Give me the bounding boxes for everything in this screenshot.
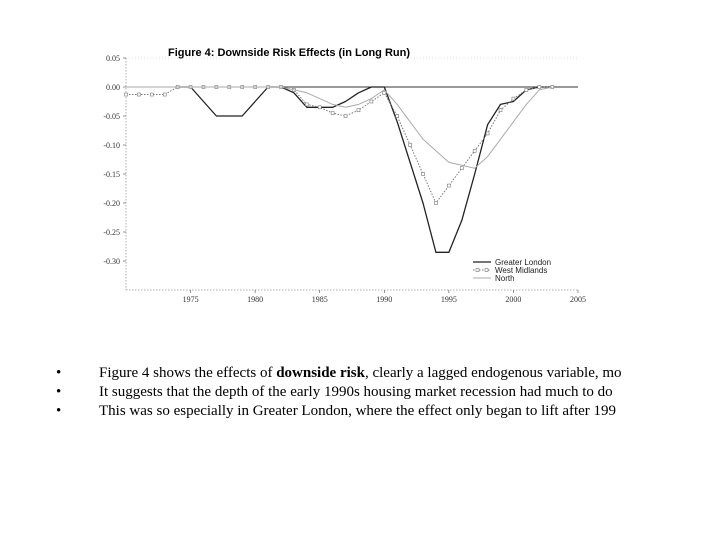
legend-label: Greater London	[495, 258, 552, 267]
series-marker	[163, 93, 166, 96]
series-marker	[125, 93, 128, 96]
series-marker	[499, 109, 502, 112]
x-tick-label: 2000	[505, 295, 522, 304]
series-marker	[473, 149, 476, 152]
bullet-dot: •	[56, 384, 62, 400]
series-line-0	[178, 87, 553, 252]
chart-title: Figure 4: Downside Risk Effects (in Long Run)	[167, 47, 411, 59]
y-tick-label: -0.05	[103, 112, 120, 121]
series-line-2	[126, 87, 552, 168]
series-marker	[396, 115, 399, 118]
chart-series	[125, 86, 554, 253]
y-tick-label: -0.20	[103, 199, 120, 208]
series-marker	[422, 173, 425, 176]
legend-marker	[476, 269, 479, 272]
bullet-list	[56, 364, 720, 421]
legend-label: North	[495, 274, 515, 283]
chart-axes	[126, 58, 578, 290]
x-tick-label: 1990	[376, 295, 393, 304]
series-marker	[150, 93, 153, 96]
x-tick-label: 1975	[182, 295, 199, 304]
series-marker	[460, 167, 463, 170]
series-marker	[538, 86, 541, 89]
y-tick-label: -0.30	[103, 257, 120, 266]
legend-label: West Midlands	[495, 266, 548, 275]
bullet-item	[56, 364, 720, 383]
series-marker	[331, 112, 334, 115]
series-marker	[525, 88, 528, 91]
x-tick-label: 1995	[440, 295, 457, 304]
bullet-dot: •	[56, 365, 62, 381]
bullet-item	[56, 383, 720, 402]
y-tick-label: 0.00	[106, 83, 120, 92]
y-tick-label: -0.15	[103, 170, 120, 179]
legend-marker	[485, 269, 488, 272]
y-tick-label: 0.05	[106, 54, 120, 63]
x-tick-label: 1985	[311, 295, 328, 304]
bullet-item	[56, 402, 720, 421]
x-tick-label: 1980	[247, 295, 264, 304]
y-tick-label: -0.10	[103, 141, 120, 150]
series-marker	[512, 97, 515, 100]
series-marker	[409, 144, 412, 147]
series-marker	[305, 103, 308, 106]
series-marker	[447, 184, 450, 187]
series-marker	[434, 202, 437, 205]
series-marker	[137, 93, 140, 96]
bullet-text: It suggests that the depth of the early 1990s housing market recession had much to do	[99, 384, 613, 400]
bullet-text-continued: , clearly a lagged endogenous variable, mo	[364, 365, 622, 381]
series-marker	[344, 115, 347, 118]
series-marker	[370, 100, 373, 103]
bullet-emphasis: downside risk	[276, 365, 365, 381]
bullet-text: This was so especially in Greater London, where the effect only began to lift after 199	[99, 403, 617, 419]
series-marker	[357, 109, 360, 112]
y-tick-label: -0.25	[103, 228, 120, 237]
bullet-dot: •	[56, 403, 62, 419]
x-tick-label: 2005	[570, 295, 586, 304]
chart-legend	[473, 258, 551, 283]
bullet-text: Figure 4 shows the effects of	[99, 365, 277, 381]
series-marker	[486, 132, 489, 135]
series-marker	[318, 106, 321, 109]
